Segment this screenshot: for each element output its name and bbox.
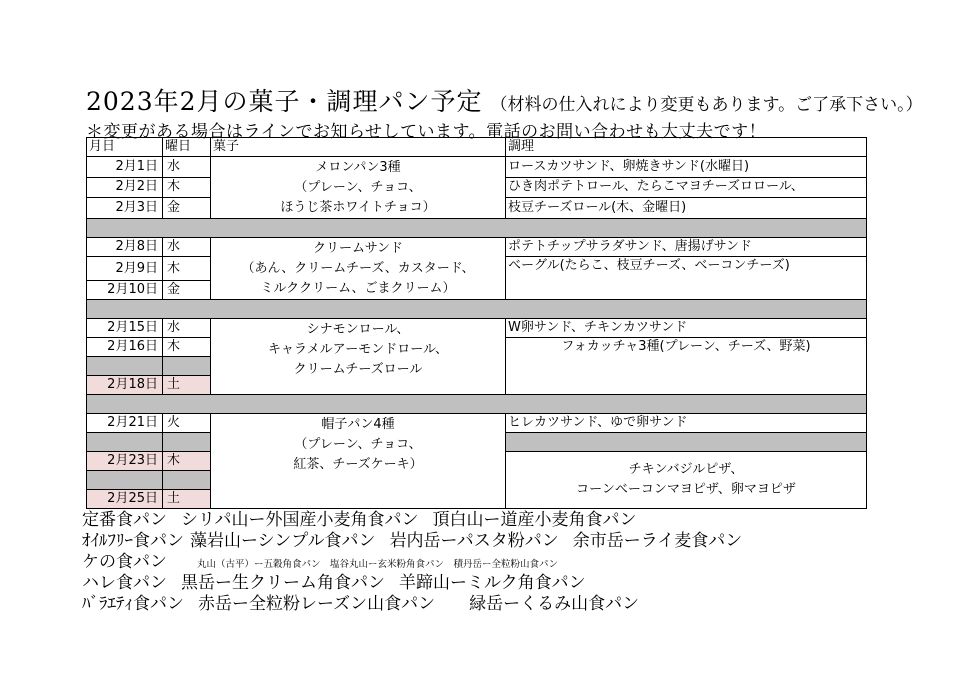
table-header-row	[87, 138, 867, 157]
day-cell-closed	[163, 433, 211, 452]
cooking-cell: ひき肉ポテトロール、たらこマヨチーズロロール、	[506, 177, 867, 198]
bread-category: ハレ食パン	[82, 573, 167, 593]
sweets-line: （プレーン、チョコ、	[294, 180, 422, 195]
date-cell: 2月18日	[87, 376, 163, 395]
day-cell: 金	[163, 281, 211, 300]
cooking-cell: 枝豆チーズロール(木、金曜日)	[506, 198, 867, 219]
table-row	[87, 238, 867, 257]
bread-item: 赤岳ー全粒粉レーズン山食パン	[198, 594, 436, 614]
bread-line	[82, 594, 742, 615]
cooking-cell: ベーグル(たらこ、枝豆チーズ、ベーコンチーズ)	[506, 257, 867, 300]
cooking-line: コーンベーコンマヨピザ、卵マヨピザ	[576, 482, 796, 497]
sweets-line: 帽子パン4種	[321, 417, 395, 432]
day-cell: 土	[163, 376, 211, 395]
header-cooking: 調理	[506, 138, 867, 157]
cooking-cell-closed	[506, 433, 867, 452]
week-separator	[87, 219, 867, 238]
header-day: 曜日	[163, 138, 211, 157]
sweets-line: 紅茶、チーズケーキ）	[293, 457, 423, 472]
bread-category: ケの食パン	[82, 552, 167, 572]
date-cell: 2月9日	[87, 257, 163, 281]
week-separator	[87, 300, 867, 319]
bread-line	[82, 531, 742, 552]
header-sweets: 菓子	[211, 138, 506, 157]
date-cell: 2月3日	[87, 198, 163, 219]
page-title-line	[86, 82, 923, 118]
cooking-cell: ポテトチップサラダサンド、唐揚げサンド	[506, 238, 867, 257]
sweets-cell	[211, 414, 506, 509]
sweets-line: メロンパン3種	[315, 160, 401, 175]
date-cell: 2月2日	[87, 177, 163, 198]
date-cell: 2月15日	[87, 319, 163, 338]
date-cell: 2月16日	[87, 338, 163, 357]
day-cell: 土	[163, 490, 211, 509]
cooking-cell	[506, 452, 867, 509]
sweets-line: キャラメルアーモンドロール、	[268, 342, 448, 357]
page-title: 2023年2月の菓子・調理パン予定	[86, 87, 483, 116]
cooking-cell: フォカッチャ3種(プレーン、チーズ、野菜)	[506, 338, 867, 395]
day-cell: 金	[163, 198, 211, 219]
sweets-line: クリームチーズロール	[293, 362, 423, 377]
day-cell-closed	[163, 357, 211, 376]
header-date: 月日	[87, 138, 163, 157]
sweets-cell	[211, 238, 506, 300]
bread-item: 丸山（古平）ー五穀角食パン 塩谷丸山ー玄米粉角食パン 積丹岳ー全粒粉山食パン	[197, 559, 559, 570]
table-row	[87, 319, 867, 338]
bread-category: 定番食パン	[82, 510, 167, 530]
day-cell: 水	[163, 238, 211, 257]
date-cell: 2月1日	[87, 157, 163, 178]
bread-line	[82, 552, 742, 573]
date-cell: 2月25日	[87, 490, 163, 509]
date-cell-closed	[87, 357, 163, 376]
day-cell: 火	[163, 414, 211, 433]
notice-text: ＊変更がある場合はラインでお知らせしています。電話のお問い合わせも大丈夫です！	[86, 122, 767, 142]
cooking-cell: ヒレカツサンド、ゆで卵サンド	[506, 414, 867, 433]
date-cell: 2月8日	[87, 238, 163, 257]
table-row	[87, 414, 867, 433]
date-cell: 2月21日	[87, 414, 163, 433]
day-cell: 水	[163, 157, 211, 178]
bread-list	[82, 510, 742, 615]
bread-item: 余市岳ーライ麦食パン	[572, 531, 743, 551]
bread-item: シリパ山ー外国産小麦角食パン	[181, 510, 419, 530]
table-row	[87, 157, 867, 178]
sweets-line: ミルククリーム、ごまクリーム）	[260, 281, 456, 296]
bread-category: ｵｲﾙﾌﾘｰ食パン	[82, 531, 184, 551]
bread-category: ﾊﾞﾗｴﾃｨ食パン	[82, 594, 184, 614]
sweets-line: シナモンロール、	[306, 322, 410, 337]
schedule-table	[86, 137, 867, 509]
bread-item: 岩内岳ーパスタ粉パン	[389, 531, 559, 551]
day-cell: 木	[163, 257, 211, 281]
bread-line	[82, 510, 742, 531]
bread-item: 黒岳ー生クリーム角食パン	[181, 573, 385, 593]
sweets-cell	[211, 157, 506, 219]
sweets-line: （あん、クリームチーズ、カスタード、	[241, 261, 475, 276]
date-cell: 2月10日	[87, 281, 163, 300]
day-cell: 木	[163, 452, 211, 471]
cooking-line: チキンバジルピザ、	[628, 462, 744, 477]
day-cell-closed	[163, 471, 211, 490]
date-cell: 2月23日	[87, 452, 163, 471]
bread-item: 頂白山ー道産小麦角食パン	[432, 510, 637, 530]
week-separator	[87, 395, 867, 414]
cooking-cell: ロースカツサンド、卵焼きサンド(水曜日)	[506, 157, 867, 178]
bread-item: 緑岳ーくるみ山食パン	[469, 594, 640, 614]
page-subtitle: （材料の仕入れにより変更もあります。ご了承下さい。）	[490, 95, 923, 115]
sweets-line: クリームサンド	[312, 241, 404, 256]
date-cell-closed	[87, 471, 163, 490]
bread-item: 藻岩山ーシンプル食パン	[190, 531, 376, 551]
sweets-line: （プレーン、チョコ、	[294, 437, 422, 452]
sweets-line: ほうじ茶ホワイトチョコ）	[280, 200, 436, 215]
bread-item: 羊蹄山ーミルク角食パン	[399, 573, 586, 593]
date-cell-closed	[87, 433, 163, 452]
day-cell: 水	[163, 319, 211, 338]
bread-line	[82, 573, 742, 594]
day-cell: 木	[163, 338, 211, 357]
cooking-cell: W卵サンド、チキンカツサンド	[506, 319, 867, 338]
day-cell: 木	[163, 177, 211, 198]
sweets-cell	[211, 319, 506, 395]
